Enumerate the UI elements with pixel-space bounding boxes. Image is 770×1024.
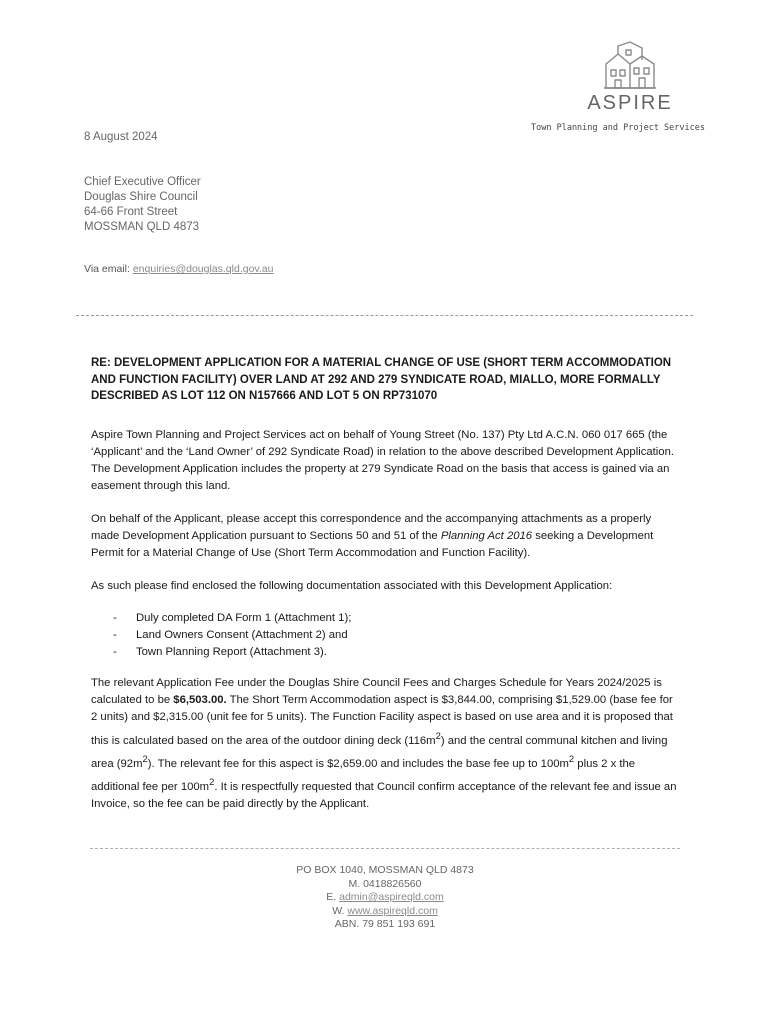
- attachment-list: [91, 610, 681, 662]
- body-paragraph: As such please find enclosed the following documentation associated with this Development Application:: [91, 579, 613, 592]
- recipient-line: MOSSMAN QLD 4873: [84, 221, 200, 233]
- letter-date: 8 August 2024: [84, 131, 158, 143]
- via-email-label: Via email:: [84, 263, 130, 275]
- footer-email: E. admin@aspireqld.com: [326, 891, 444, 904]
- footer-abn: ABN. 79 851 193 691: [334, 918, 436, 931]
- via-email: [84, 263, 274, 275]
- recipient-address: [84, 175, 201, 235]
- header-divider: [76, 315, 693, 316]
- footer-web-link[interactable]: www.aspireqld.com: [347, 904, 438, 917]
- houses-logo-icon: [604, 40, 656, 90]
- list-item: - Town Planning Report (Attachment 3).: [91, 644, 681, 661]
- logo-tagline: Town Planning and Project Services: [531, 123, 705, 133]
- list-item: - Duly completed DA Form 1 (Attachment 1);: [91, 610, 681, 627]
- logo-brand-name: ASPIRE: [587, 92, 673, 114]
- subject-heading: RE: DEVELOPMENT APPLICATION FOR A MATERIAL CHANGE OF USE (SHORT TERM ACCOMMODATION AND FUNCTION FACILITY) OVER LAND AT 292 AND 279 SYNDICATE ROAD, MIALLO, MORE FORMALLY DESCRIBED AS LOT 112 ON N157666 AND LOT 5 ON RP731070: [91, 357, 672, 402]
- recipient-line: Douglas Shire Council: [84, 191, 198, 203]
- body-paragraph: On behalf of the Applicant, please accept this correspondence and the accompanying attachments as a properly made Development Application pursuant to Sections 50 and 51 of the Planning Act 2016 seeking a Development Permit for a Material Change of Use (Short Term Accommodation and Function Facility).: [91, 512, 654, 560]
- footer-divider: [90, 848, 680, 849]
- via-email-link[interactable]: enquiries@douglas.qld.gov.au: [132, 263, 274, 275]
- fee-paragraph: The relevant Application Fee under the Douglas Shire Council Fees and Charges Schedule for Years 2024/2025 is calculated to be $6,503.00. The Short Term Accommodation aspect is $3,844.00, comprising $1,529.00 (base fee for 2 units) and $2,315.00 (unit fee for 5 units). The Function Facility aspect is based on use area and it is proposed that this is calculated based on the area of the outdoor dining deck $(116m^2)$ and the central communal kitchen and living area $(92m^2)$. The relevant fee for this aspect is $2,659.00 and includes the base fee up to $100m^2$ plus 2 x the additional fee per $100m^2$. It is respectfully requested that Council confirm acceptance of the relevant fee and issue an Invoice, so the fee can be paid directly by the Applicant.: [91, 676, 677, 810]
- act-title: Planning Act 2016: [440, 529, 533, 542]
- total-fee: $6,503.00.: [173, 694, 227, 707]
- letter-body: [91, 355, 681, 828]
- aspire-logo: [560, 40, 700, 115]
- footer: [180, 864, 590, 932]
- recipient-line: 64-66 Front Street: [84, 206, 178, 218]
- body-paragraph: Aspire Town Planning and Project Services act on behalf of Young Street (No. 137) Pty Ltd A.C.N. 060 017 665 (the ‘Applicant’ and the ‘Land Owner’ of 292 Syndicate Road) in relation to the above described Development Application. The Development Application includes the property at 279 Syndicate Road on the basis that access is gained via an easement through this land.: [91, 428, 674, 493]
- recipient-line: Chief Executive Officer: [84, 176, 201, 188]
- footer-po-box: PO BOX 1040, MOSSMAN QLD 4873: [296, 864, 474, 876]
- footer-phone: M. 0418826560: [348, 877, 422, 890]
- list-item: - Land Owners Consent (Attachment 2) and: [91, 627, 681, 644]
- footer-email-link[interactable]: admin@aspireqld.com: [339, 891, 444, 904]
- footer-web: W. www.aspireqld.com: [332, 904, 438, 917]
